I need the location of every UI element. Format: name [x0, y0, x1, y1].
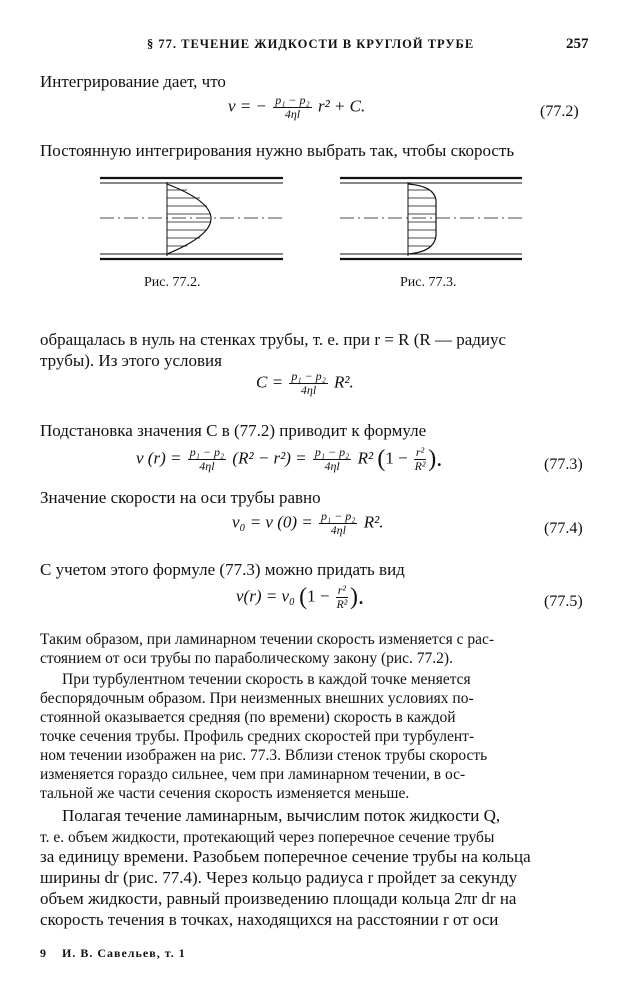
eq-lhs: v₀ = v (0) =	[232, 512, 313, 532]
paragraph-1: Интегрирование дает, что	[40, 72, 226, 91]
equation-77-3	[136, 446, 442, 473]
fraction: $\frac{\text{p₁ − p₂}}{4\eta l}$	[321, 509, 356, 537]
fraction: $\frac{\text{r²}}{\text{R²}}$	[414, 445, 426, 473]
paragraph-8-line-3: стоянной оказывается средняя (по времени) скорость в каждой	[40, 709, 456, 726]
paragraph-8-line-2: беспорядочным образом. При неизменных внешних условиях по-	[40, 690, 474, 707]
paren-left: (	[377, 446, 386, 472]
paragraph-9-line-5: объем жидкости, равный произведению площади кольца 2πr dr на	[40, 889, 517, 908]
paragraph-7-line-1: Таким образом, при ламинарном течении скорость изменяется с рас-	[40, 631, 495, 648]
paragraph-5: Значение скорости на оси трубы равно	[40, 488, 321, 507]
figure-77-3-turbulent-profile	[336, 170, 526, 270]
eq-one: 1 −	[385, 448, 408, 468]
running-header: § 77. ТЕЧЕНИЕ ЖИДКОСТИ В КРУГЛОЙ ТРУБЕ	[147, 37, 475, 51]
paren-right: ).	[428, 446, 443, 472]
paragraph-9-line-3: за единицу времени. Разобьем поперечное сечение трубы на кольца	[40, 847, 531, 866]
eq-lhs: C =	[256, 372, 284, 392]
eq-rest: R².	[334, 372, 354, 392]
paren-left: (	[299, 584, 308, 610]
equation-tag-77-3: (77.3)	[544, 456, 583, 473]
paragraph-3-line-2: трубы). Из этого условия	[40, 351, 222, 370]
paragraph-9-line-1: Полагая течение ламинарным, вычислим поток жидкости Q,	[62, 806, 501, 825]
equation-tag-77-4: (77.4)	[544, 520, 583, 537]
equation-tag-77-2: (77.2)	[540, 103, 579, 120]
eq-one: 1 −	[307, 586, 330, 606]
figure-77-2-laminar-profile	[95, 170, 285, 270]
fraction: $\frac{\text{p₁ − p₂}}{4\eta l}$	[275, 93, 310, 121]
eq-lhs: v = −	[228, 96, 267, 116]
eq-middle: (R² − r²) =	[232, 448, 307, 468]
eq-lhs: v(r) = v₀	[236, 586, 295, 606]
fraction: $\frac{\text{p₁ − p₂}}{4\eta l}$	[314, 445, 350, 473]
figure-77-2-caption: Рис. 77.2.	[144, 275, 201, 290]
fraction: $\frac{\text{p₁ − p₂}}{4\eta l}$	[291, 369, 326, 397]
paragraph-8-line-6: изменяется гораздо сильнее, чем при ламинарном течении, в ос-	[40, 766, 466, 783]
paragraph-3-line-1: обращалась в нуль на стенках трубы, т. е. при r = R (R — радиус	[40, 330, 507, 349]
eq-lhs: v (r) =	[136, 448, 182, 468]
footer-text: И. В. Савельев, т. 1	[62, 946, 186, 960]
paragraph-9-line-2: т. е. объем жидкости, протекающий через поперечное сечение трубы	[40, 829, 495, 846]
page-number: 257	[566, 36, 589, 52]
equation-77-5	[236, 584, 364, 611]
figure-77-3-caption: Рис. 77.3.	[400, 275, 457, 290]
equation-77-4	[232, 510, 383, 537]
paren-right: ).	[350, 584, 365, 610]
eq-rest: r² + C.	[317, 96, 366, 116]
paragraph-8-line-1: При турбулентном течении скорость в каждой точке меняется	[62, 671, 471, 688]
equation-77-2	[228, 94, 365, 121]
equation-tag-77-5: (77.5)	[544, 593, 583, 610]
paragraph-8-line-7: тальной же части сечения скорость изменяется меньше.	[40, 785, 410, 802]
paragraph-9-line-4: ширины dr (рис. 77.4). Через кольцо радиуса r пройдет за секунду	[40, 868, 518, 887]
equation-constant-c	[256, 370, 354, 397]
paragraph-2: Постоянную интегрирования нужно выбрать так, чтобы скорость	[40, 141, 515, 160]
signature-mark: 9	[40, 946, 47, 960]
paragraph-7-line-2: стоянием от оси трубы по параболическому закону (рис. 77.2).	[40, 650, 453, 667]
fraction: $\frac{\text{r²}}{\text{R²}}$	[336, 583, 348, 611]
fraction: $\frac{\text{p₁ − p₂}}{4\eta l}$	[189, 445, 225, 473]
eq-rest: R²	[357, 448, 374, 468]
paragraph-4: Подстановка значения C в (77.2) приводит к формуле	[40, 421, 427, 440]
paragraph-8-line-4: точке сечения трубы. Профиль средних скоростей при турбулент-	[40, 728, 475, 745]
paragraph-9-line-6: скорость течения в точках, находящихся на расстоянии r от оси	[40, 910, 499, 929]
eq-rest: R².	[363, 512, 384, 532]
paragraph-8-line-5: ном течении изображен на рис. 77.3. Вблизи стенок трубы скорость	[40, 747, 488, 764]
paragraph-6: С учетом этого формуле (77.3) можно придать вид	[40, 560, 405, 579]
